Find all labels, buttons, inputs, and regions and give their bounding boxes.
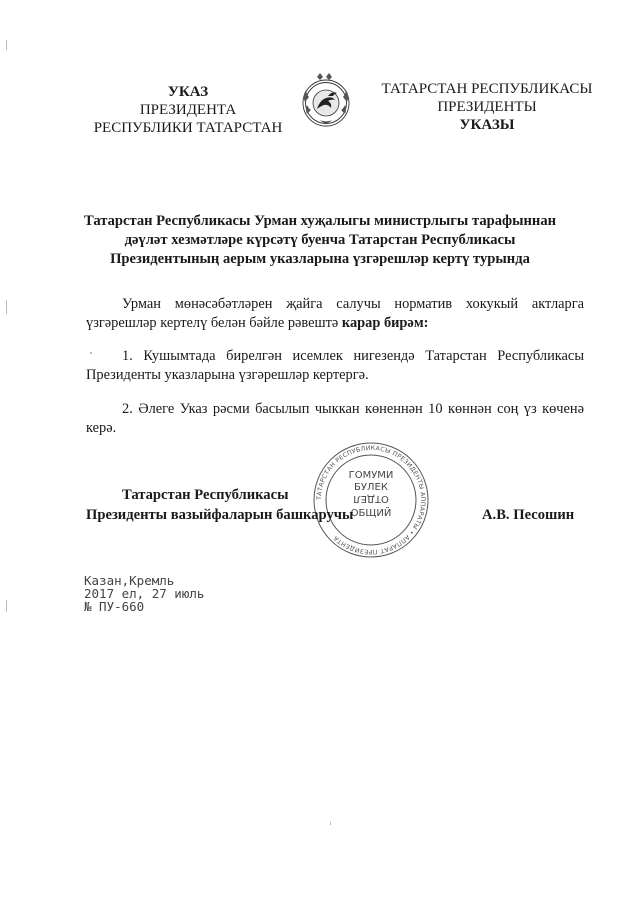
- signatory-name: А.В. Песошин: [482, 507, 575, 523]
- scan-speck: [6, 600, 7, 612]
- scan-speck: [6, 300, 7, 314]
- preamble-paragraph: [86, 295, 584, 333]
- meta-number: № ПУ-660: [84, 599, 145, 614]
- header-left: [88, 83, 288, 137]
- title-line1: Татарстан Республикасы Урман хуҗалыгы министрлыгы тарафыннан: [83, 213, 557, 229]
- resolution-phrase: карар бирәм:: [341, 315, 429, 331]
- stamp-ring-text: ТАТАРСТАН РЕСПУБЛИКАСЫ ПРЕЗИДЕНТЫ АППАРАТЫ • АППАРАТ ПРЕЗИДЕНТА: [315, 444, 427, 556]
- stamp-line3: ОБЩИЙ: [350, 508, 392, 519]
- signatory-position-line1: Татарстан Республикасы: [122, 487, 289, 503]
- title-line2: дәүләт хезмәтләре күрсәтү буенча Татарстан Республикасы: [124, 232, 516, 248]
- scan-speck: [6, 40, 7, 50]
- clause-2: [86, 400, 584, 438]
- header-right-line1: ТАТАРСТАН РЕСПУБЛИКАСЫ: [381, 81, 593, 97]
- header-left-line2: ПРЕЗИДЕНТА: [139, 102, 237, 118]
- stamp-line2: БУЛЕК: [354, 482, 388, 493]
- decree-title: [60, 212, 580, 269]
- clause-1-text: 1. Кушымтада бирелгән исемлек нигезендә Татарстан Республикасы Президенты указларына үзгәрешләр кертергә.: [86, 348, 584, 383]
- header-right-line3: УКАЗЫ: [459, 117, 515, 133]
- scan-speck: [90, 352, 92, 354]
- coat-of-arms-icon: [301, 72, 351, 134]
- title-line3: Президентының аерым указларына үзгәрешләр кертү турында: [110, 251, 530, 267]
- clause-1: [86, 347, 584, 385]
- header-left-line1: УКАЗ: [167, 84, 209, 100]
- meta-place: Казан,Кремль: [84, 573, 175, 588]
- header-right-line2: ПРЕЗИДЕНТЫ: [437, 99, 537, 115]
- stamp-line1: ГОМУМИ: [348, 470, 394, 481]
- clause-2-text: 2. Әлеге Указ рәсми басылып чыккан көненнән 10 көннән соң үз көченә керә.: [86, 401, 584, 436]
- signatory-position-line2: Президенты вазыйфаларын башкаручы: [86, 507, 354, 523]
- signatory-position: [86, 485, 386, 525]
- meta-date: 2017 ел, 27 июль: [84, 586, 205, 601]
- preamble-text: Урман мөнәсәбәтләрен җайга салучы норматив хокукый актларга үзгәрешләр кертелү белән бәйле рәвештә: [86, 296, 584, 331]
- stamp-line4: ОТДЕЛ: [353, 493, 389, 504]
- decree-meta: [84, 574, 204, 613]
- scan-speck: [330, 822, 331, 825]
- header-left-line3: РЕСПУБЛИКИ ТАТАРСТАН: [93, 120, 283, 136]
- header-right: [374, 80, 600, 134]
